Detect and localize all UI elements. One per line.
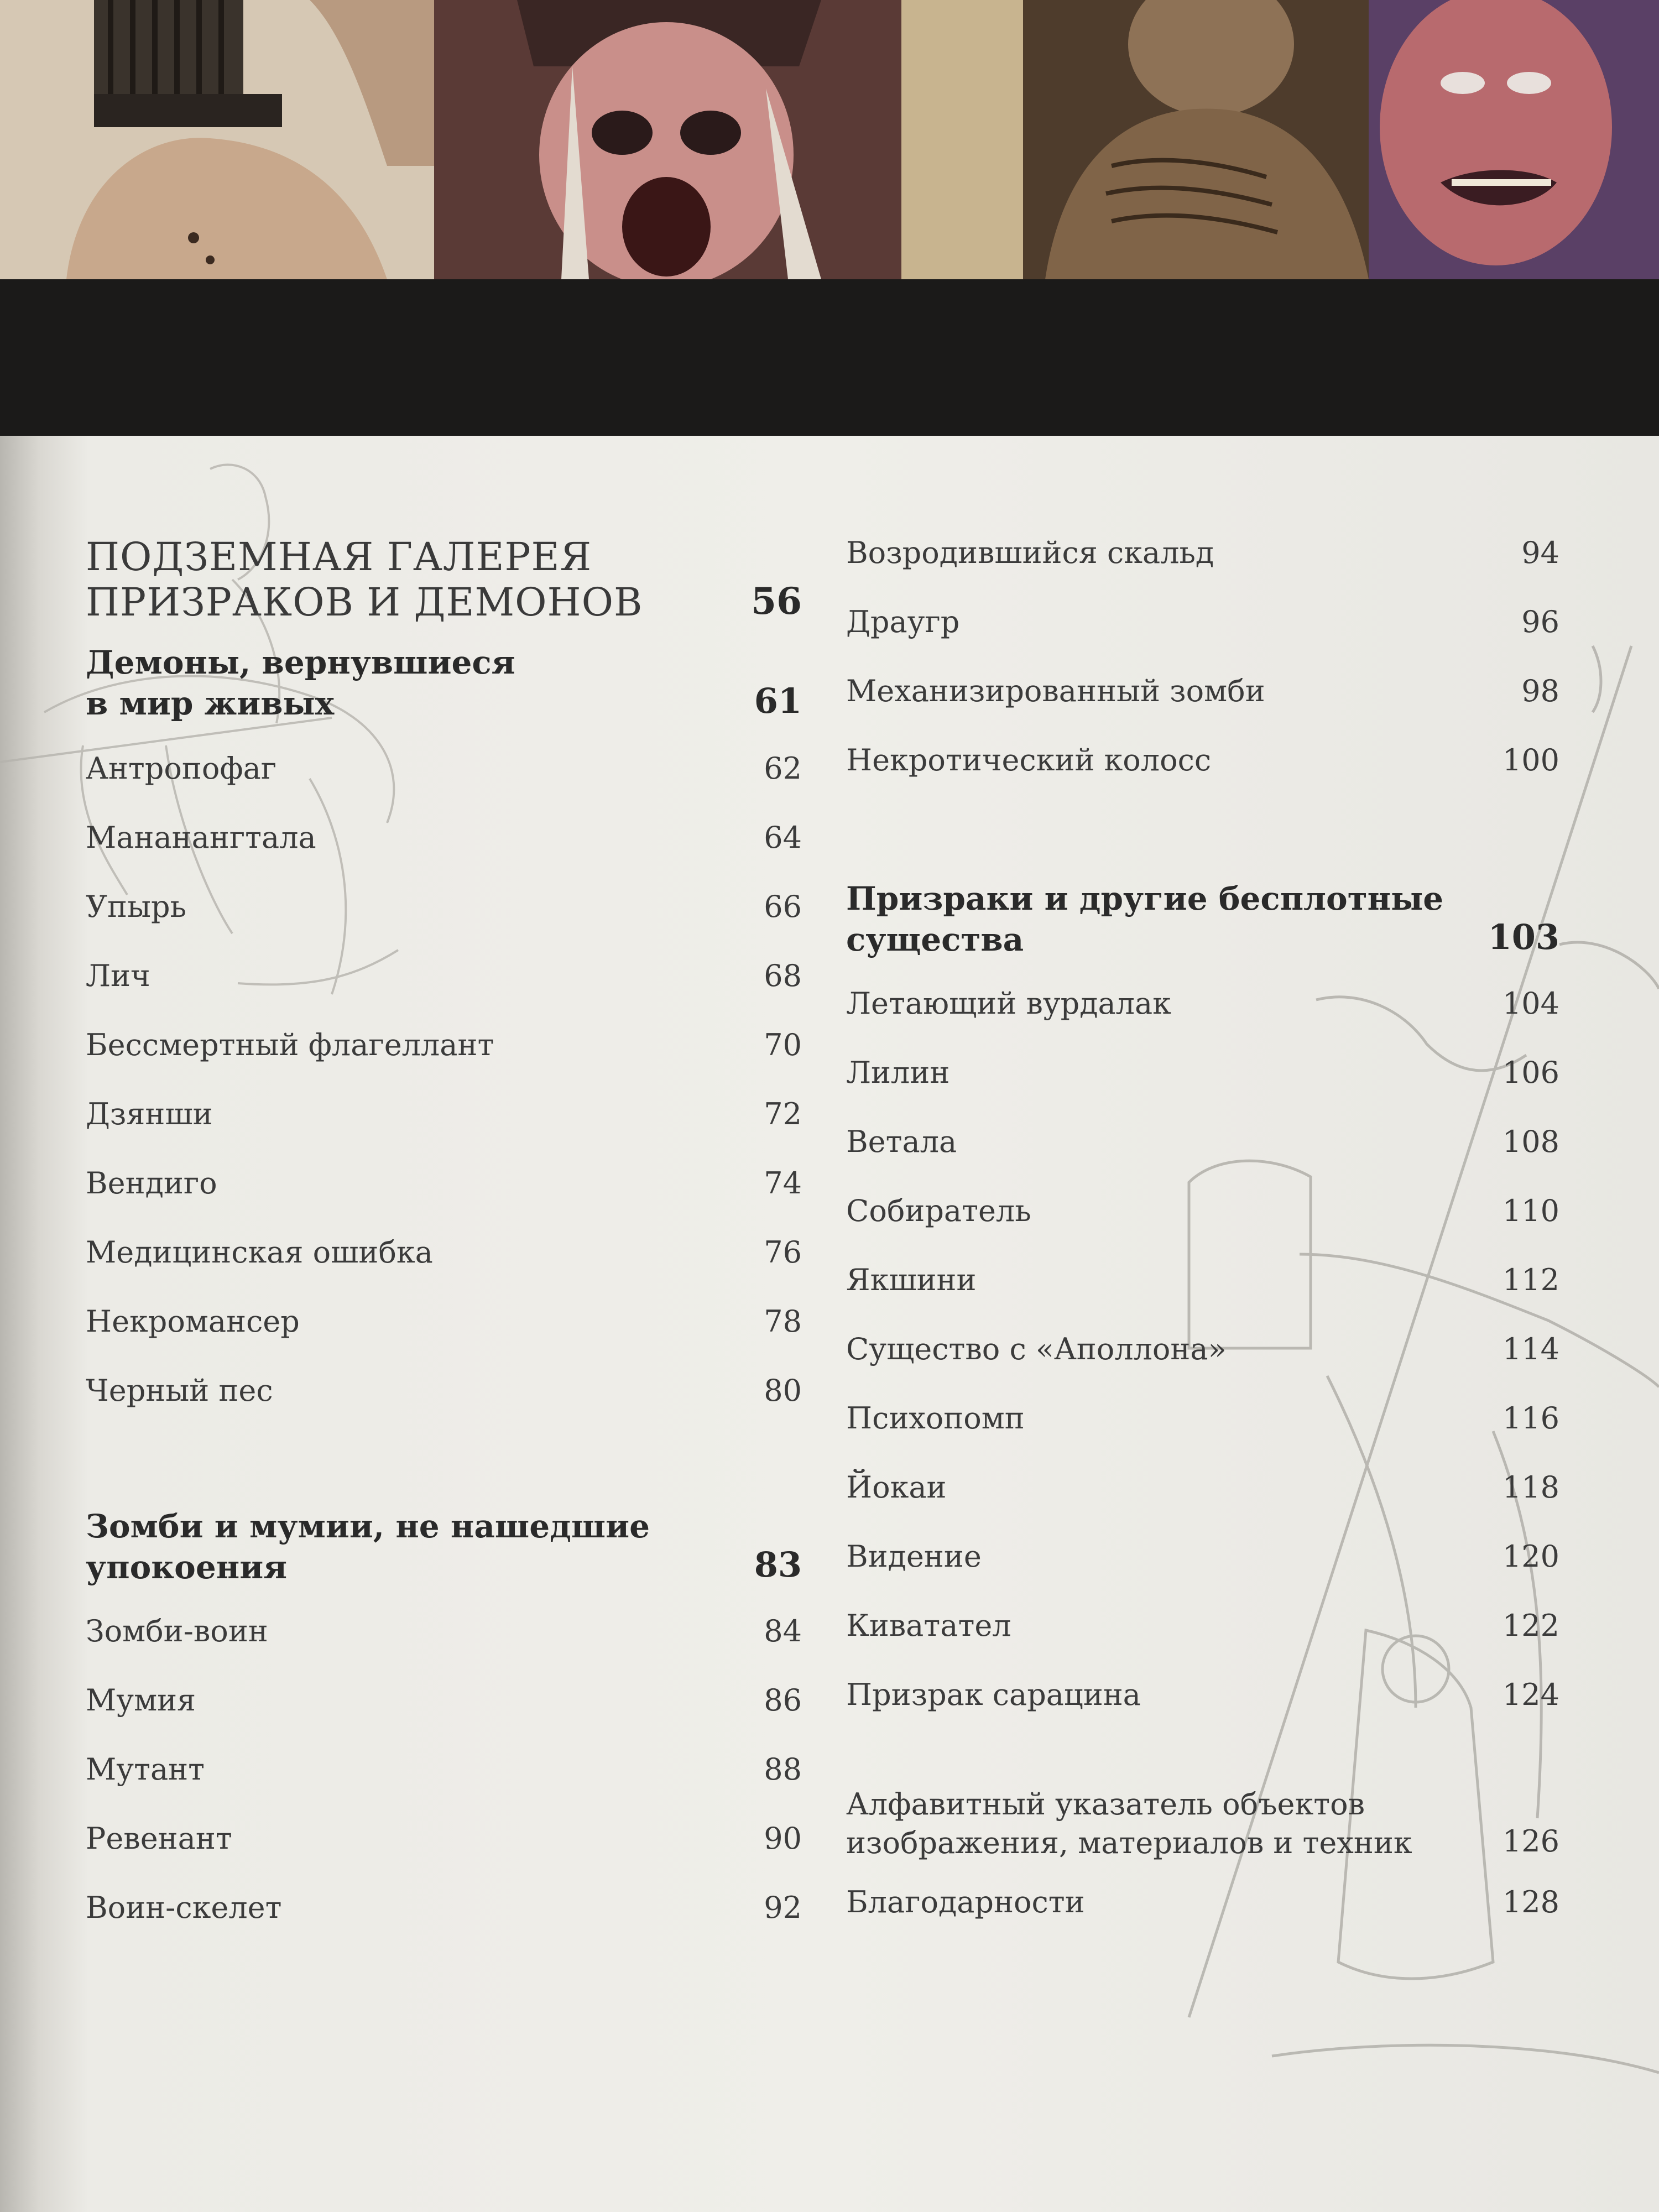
- toc-item[interactable]: [86, 1683, 802, 1721]
- toc-item-page: 120: [1502, 1539, 1559, 1574]
- toc-item-title: Призрак сарацина: [846, 1677, 1141, 1712]
- toc-item-page: 68: [764, 958, 802, 993]
- toc-item[interactable]: [846, 535, 1559, 574]
- toc-item-page: 76: [764, 1235, 802, 1270]
- toc-item-page: 108: [1502, 1124, 1559, 1159]
- toc-item-title: Воин-скелет: [86, 1890, 282, 1925]
- toc-item-title: Летающий вурдалак: [846, 986, 1171, 1021]
- toc-item-page: 64: [764, 820, 802, 855]
- thanks-page: 128: [1502, 1885, 1559, 1919]
- toc-item-page: 90: [764, 1821, 802, 1856]
- section-demons-line-1: Демоны, вернувшиеся: [86, 644, 515, 681]
- toc-item-title: Бессмертный флагеллант: [86, 1027, 494, 1062]
- toc-item-page: 124: [1502, 1677, 1559, 1712]
- index-page: 126: [1502, 1824, 1559, 1859]
- toc-item[interactable]: [846, 674, 1559, 712]
- toc-item-title: Видение: [846, 1539, 982, 1574]
- illustration-pale-demon-face: [1369, 0, 1659, 279]
- toc-item[interactable]: [86, 1166, 802, 1204]
- toc-item-page: 118: [1502, 1470, 1559, 1505]
- toc-item-page: 88: [764, 1752, 802, 1787]
- toc-item-title: Лилин: [846, 1055, 950, 1090]
- toc-item-title: Некротический колосс: [846, 743, 1212, 778]
- black-band: [0, 279, 1659, 436]
- toc-item-page: 62: [764, 751, 802, 786]
- section-zombies-line-1: Зомби и мумии, не нашедшие: [86, 1507, 650, 1545]
- toc-item[interactable]: [86, 751, 802, 790]
- toc-thanks-entry[interactable]: [846, 1885, 1559, 1923]
- toc-item-title: Мананангтала: [86, 820, 316, 855]
- toc-item[interactable]: [86, 820, 802, 859]
- toc-item-page: 112: [1502, 1262, 1559, 1297]
- index-line-2: изображения, материалов и техник: [846, 1825, 1412, 1860]
- toc-item-title: Ревенант: [86, 1821, 232, 1856]
- toc-item-title: Медицинская ошибка: [86, 1235, 433, 1270]
- toc-item[interactable]: [846, 743, 1559, 781]
- toc-item[interactable]: [86, 958, 802, 997]
- major-heading-line-2: ПРИЗРАКОВ И ДЕМОНОВ: [86, 580, 643, 625]
- toc-item-page: 74: [764, 1166, 802, 1201]
- toc-item-title: Мумия: [86, 1683, 196, 1718]
- toc-item[interactable]: [86, 889, 802, 928]
- toc-item[interactable]: [846, 986, 1559, 1025]
- index-line-1: Алфавитный указатель объектов: [846, 1787, 1365, 1822]
- toc-item-title: Собиратель: [846, 1193, 1031, 1228]
- toc-section-zombies[interactable]: [86, 1506, 802, 1589]
- toc-item-title: Зомби-воин: [86, 1614, 268, 1648]
- toc-item[interactable]: [86, 1752, 802, 1791]
- section-ghosts-page: 103: [1488, 917, 1559, 957]
- toc-item-page: 122: [1502, 1608, 1559, 1643]
- illustration-caged-figure: [0, 0, 434, 279]
- toc-item-page: 92: [764, 1890, 802, 1925]
- toc-item-page: 96: [1521, 604, 1559, 639]
- toc-left-column: [86, 436, 802, 2212]
- section-ghosts-line-2: существа: [846, 921, 1024, 958]
- toc-item-page: 104: [1502, 986, 1559, 1021]
- toc-item[interactable]: [86, 1235, 802, 1274]
- toc-item-title: Лич: [86, 958, 150, 993]
- toc-item[interactable]: [86, 1890, 802, 1929]
- toc-item-page: 116: [1502, 1401, 1559, 1436]
- toc-item-title: Упырь: [86, 889, 186, 924]
- toc-item[interactable]: [86, 1373, 802, 1412]
- toc-item-title: Якшини: [846, 1262, 977, 1297]
- toc-item-title: Йокаи: [846, 1470, 947, 1505]
- toc-item-page: 94: [1521, 535, 1559, 570]
- toc-item-title: Вендиго: [86, 1166, 217, 1201]
- toc-item[interactable]: [846, 1608, 1559, 1647]
- toc-item-title: Киватател: [846, 1608, 1011, 1643]
- toc-item-page: 86: [764, 1683, 802, 1718]
- toc-item-title: Драугр: [846, 604, 960, 639]
- toc-item-title: Дзянши: [86, 1097, 213, 1131]
- toc-item[interactable]: [86, 1097, 802, 1135]
- header-illustration-strip: [0, 0, 1659, 279]
- toc-item-page: 110: [1502, 1193, 1559, 1228]
- toc-item[interactable]: [846, 1055, 1559, 1094]
- toc-item-title: Психопомп: [846, 1401, 1025, 1436]
- toc-item-title: Мутант: [86, 1752, 205, 1787]
- toc-item[interactable]: [846, 1262, 1559, 1301]
- toc-item[interactable]: [846, 604, 1559, 643]
- section-zombies-line-2: упокоения: [86, 1548, 288, 1586]
- toc-item-page: 100: [1502, 743, 1559, 778]
- section-demons-page: 61: [754, 681, 802, 721]
- toc-item[interactable]: [846, 1124, 1559, 1163]
- illustration-screaming-skull: [434, 0, 901, 279]
- section-ghosts-line-1: Призраки и другие бесплотные: [846, 880, 1444, 917]
- toc-item-title: Ветала: [846, 1124, 957, 1159]
- toc-item-page: 80: [764, 1373, 802, 1408]
- toc-item[interactable]: [846, 1470, 1559, 1509]
- major-heading-line-1: ПОДЗЕМНАЯ ГАЛЕРЕЯ: [86, 534, 592, 580]
- toc-item-page: 84: [764, 1614, 802, 1648]
- toc-item-title: Черный пес: [86, 1373, 273, 1408]
- toc-page: [0, 436, 1659, 2212]
- illustration-emaciated-figure: [901, 0, 1369, 279]
- toc-major-heading[interactable]: [86, 534, 802, 628]
- toc-right-column: [846, 436, 1559, 2212]
- toc-item-title: Некромансер: [86, 1304, 300, 1339]
- toc-item-page: 114: [1502, 1332, 1559, 1366]
- toc-item-page: 106: [1502, 1055, 1559, 1090]
- section-demons-line-2: в мир живых: [86, 685, 335, 722]
- toc-item-title: Механизированный зомби: [846, 674, 1265, 708]
- section-zombies-page: 83: [754, 1545, 802, 1585]
- toc-item-title: Возродившийся скальд: [846, 535, 1214, 570]
- thanks-title: Благодарности: [846, 1885, 1085, 1919]
- toc-section-ghosts[interactable]: [846, 878, 1559, 961]
- toc-item[interactable]: [86, 1614, 802, 1652]
- toc-item-page: 72: [764, 1097, 802, 1131]
- toc-item[interactable]: [86, 1304, 802, 1343]
- toc-item[interactable]: [86, 1027, 802, 1066]
- toc-item-page: 98: [1521, 674, 1559, 708]
- toc-item[interactable]: [846, 1539, 1559, 1578]
- toc-item-title: Существо с «Аполлона»: [846, 1332, 1227, 1366]
- toc-item-page: 78: [764, 1304, 802, 1339]
- toc-section-demons[interactable]: [86, 642, 802, 725]
- toc-item[interactable]: [846, 1677, 1559, 1716]
- toc-index-entry[interactable]: [846, 1785, 1559, 1868]
- major-heading-page: 56: [751, 580, 802, 623]
- toc-item[interactable]: [846, 1401, 1559, 1439]
- toc-item[interactable]: [86, 1821, 802, 1860]
- toc-item-page: 66: [764, 889, 802, 924]
- toc-item[interactable]: [846, 1193, 1559, 1232]
- toc-item-page: 70: [764, 1027, 802, 1062]
- toc-item[interactable]: [846, 1332, 1559, 1370]
- toc-item-title: Антропофаг: [86, 751, 277, 786]
